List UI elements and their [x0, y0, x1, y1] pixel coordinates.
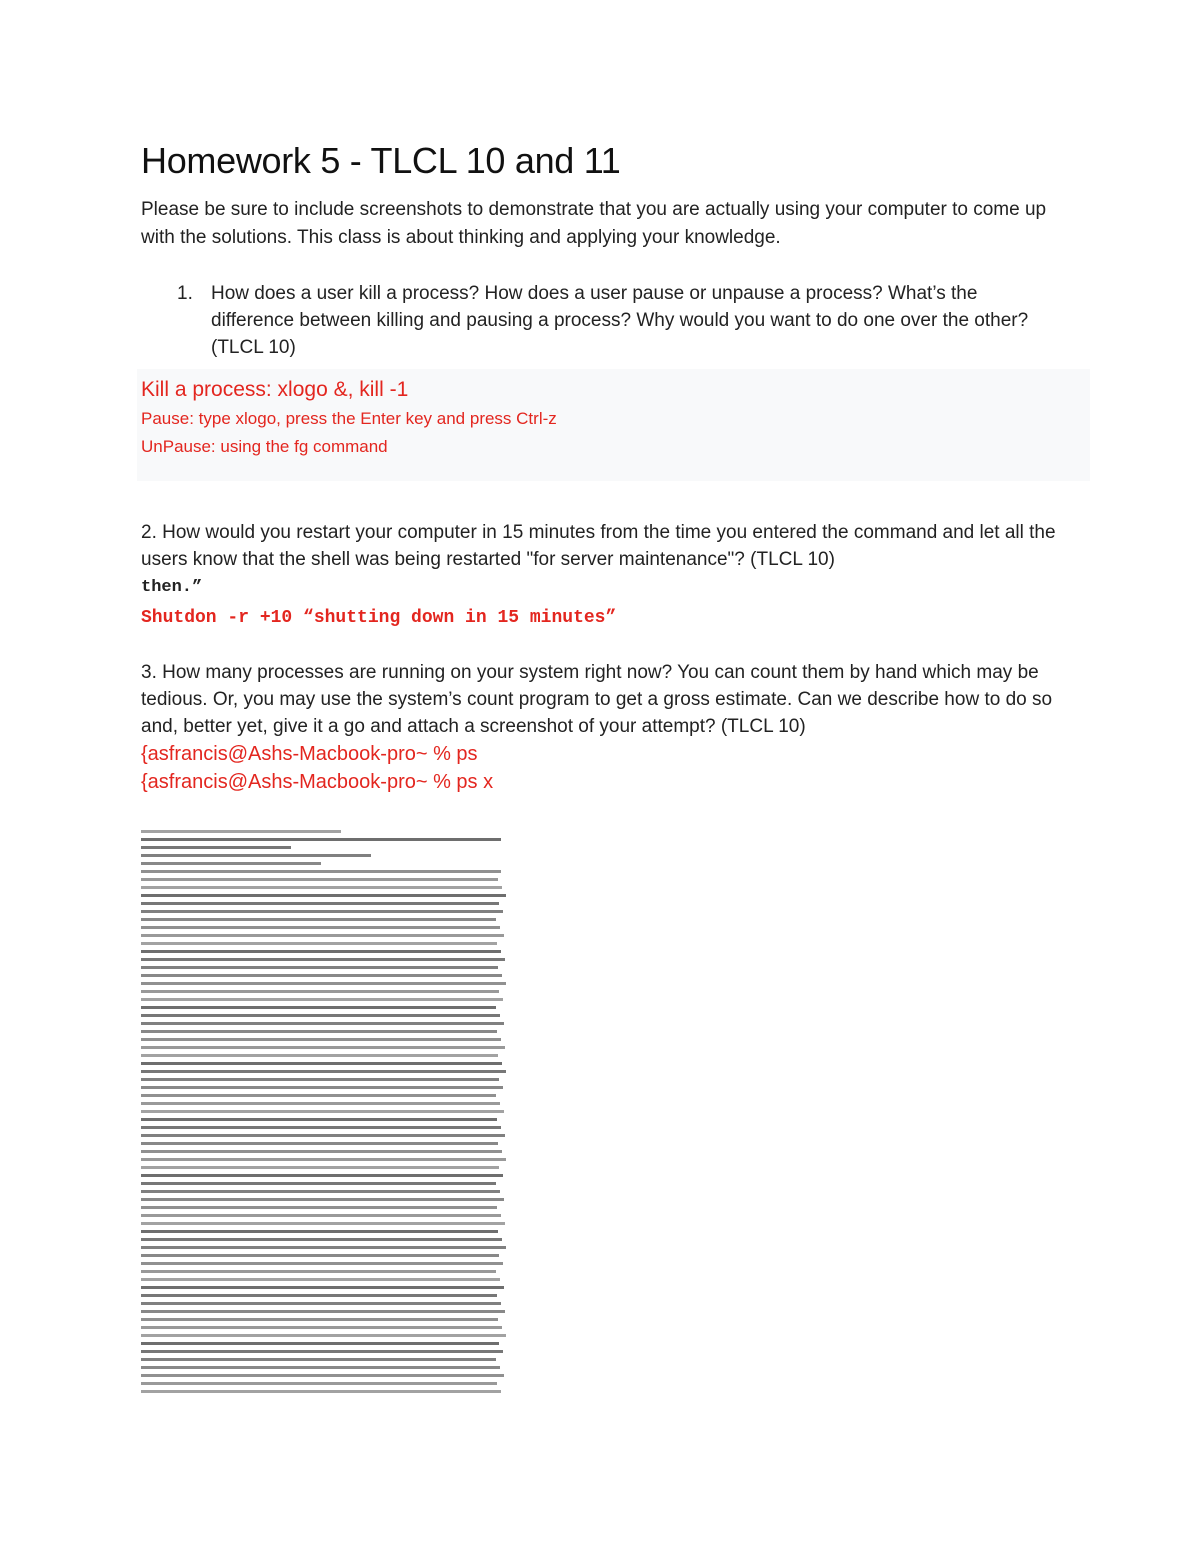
terminal-text-line: [141, 1172, 1061, 1180]
terminal-text-line: [141, 1020, 1061, 1028]
terminal-text-line: [141, 1372, 1061, 1380]
terminal-text-line: [141, 1036, 1061, 1044]
terminal-text-line: [141, 1340, 1061, 1348]
terminal-text-line: [141, 892, 1061, 900]
terminal-text-line: [141, 948, 1061, 956]
question-1-text: How does a user kill a process? How does a user pause or unpause a process? What’s the difference between killing and pausing a process? Why would you want to do one over the other? (TLCL 10): [211, 283, 1029, 358]
terminal-text-line: [141, 940, 1061, 948]
question-1: [141, 280, 1061, 361]
terminal-text-line: [141, 1268, 1061, 1276]
terminal-text-line: [141, 1308, 1061, 1316]
terminal-text-line: [141, 1276, 1061, 1284]
terminal-text-line: [141, 1300, 1061, 1308]
document-page: [141, 140, 1061, 796]
terminal-text-line: [141, 1148, 1061, 1156]
terminal-text-line: [141, 1156, 1061, 1164]
terminal-text-line: [141, 1212, 1061, 1220]
terminal-text-line: [141, 1116, 1061, 1124]
terminal-text-line: [141, 1332, 1061, 1340]
terminal-text-line: [141, 1124, 1061, 1132]
terminal-text-line: [141, 868, 1061, 876]
terminal-text-line: [141, 1188, 1061, 1196]
terminal-text-line: [141, 1324, 1061, 1332]
terminal-text-line: [141, 844, 1061, 852]
terminal-text-line: [141, 1228, 1061, 1236]
terminal-text-line: [141, 1260, 1061, 1268]
terminal-text-line: [141, 1108, 1061, 1116]
terminal-text-line: [141, 1012, 1061, 1020]
terminal-text-line: [141, 1316, 1061, 1324]
terminal-text-line: [141, 988, 1061, 996]
terminal-text-line: [141, 932, 1061, 940]
question-2-code-line: then.”: [141, 578, 203, 597]
terminal-text-line: [141, 1028, 1061, 1036]
answer-kill: Kill a process: xlogo &, kill -1: [141, 378, 409, 401]
terminal-text-line: [141, 900, 1061, 908]
question-3-text: 3. How many processes are running on your system right now? You can count them by hand which may be tedious. Or, you may use the system’s count program to get a gross estimate. Can we describe how to do so and, better yet, give it a go and attach a screenshot of your attempt? (TLCL 10): [141, 662, 1053, 737]
terminal-text-line: [141, 860, 1061, 868]
terminal-text-line: [141, 924, 1061, 932]
terminal-text-line: [141, 852, 1061, 860]
terminal-text-line: [141, 1140, 1061, 1148]
question-1-number: 1.: [177, 283, 193, 304]
terminal-text-line: [141, 1060, 1061, 1068]
terminal-text-line: [141, 908, 1061, 916]
terminal-text-line: [141, 1052, 1061, 1060]
terminal-text-line: [141, 964, 1061, 972]
terminal-text-line: [141, 1076, 1061, 1084]
question-2: [141, 519, 1061, 633]
terminal-text-line: [141, 1284, 1061, 1292]
terminal-text-line: [141, 1380, 1061, 1388]
terminal-text-line: [141, 980, 1061, 988]
terminal-text-line: [141, 1100, 1061, 1108]
terminal-text-line: [141, 1220, 1061, 1228]
terminal-text-line: [141, 1004, 1061, 1012]
terminal-text-line: [141, 1084, 1061, 1092]
terminal-text-line: [141, 1252, 1061, 1260]
terminal-text-line: [141, 1132, 1061, 1140]
question-2-text: 2. How would you restart your computer in 15 minutes from the time you entered the command and let all the users know that the shell was being restarted "for server maintenance"? (TLCL 10): [141, 522, 1056, 570]
terminal-text-line: [141, 1356, 1061, 1364]
question-1-answer-box: [137, 369, 1090, 481]
terminal-text-line: [141, 1204, 1061, 1212]
terminal-text-line: [141, 1092, 1061, 1100]
terminal-text-line: [141, 1044, 1061, 1052]
terminal-screenshot-image: [141, 828, 1061, 1400]
terminal-text-line: [141, 1244, 1061, 1252]
question-3: [141, 659, 1061, 796]
terminal-text-line: [141, 1292, 1061, 1300]
terminal-text-line: [141, 828, 1061, 836]
terminal-text-line: [141, 1180, 1061, 1188]
terminal-text-line: [141, 884, 1061, 892]
terminal-text-line: [141, 876, 1061, 884]
terminal-text-line: [141, 956, 1061, 964]
document-title: Homework 5 - TLCL 10 and 11: [141, 140, 621, 181]
terminal-text-line: [141, 1348, 1061, 1356]
terminal-text-line: [141, 916, 1061, 924]
answer-pause: Pause: type xlogo, press the Enter key and press Ctrl-z: [141, 409, 557, 428]
answer-unpause: UnPause: using the fg command: [141, 437, 388, 456]
terminal-text-line: [141, 1388, 1061, 1396]
terminal-text-line: [141, 1068, 1061, 1076]
terminal-text-line: [141, 1196, 1061, 1204]
question-2-answer: Shutdon -r +10 “shutting down in 15 minutes”: [141, 608, 617, 628]
terminal-text-line: [141, 836, 1061, 844]
terminal-text-line: [141, 1164, 1061, 1172]
terminal-text-line: [141, 972, 1061, 980]
intro-paragraph: Please be sure to include screenshots to demonstrate that you are actually using your computer to come up with the solutions. This class is about thinking and applying your knowledge.: [141, 199, 1047, 248]
terminal-text-line: [141, 1364, 1061, 1372]
terminal-text-line: [141, 1236, 1061, 1244]
answer-ps-x: {asfrancis@Ashs-Macbook-pro~ % ps x: [141, 771, 494, 793]
terminal-text-line: [141, 996, 1061, 1004]
answer-ps: {asfrancis@Ashs-Macbook-pro~ % ps: [141, 743, 478, 765]
